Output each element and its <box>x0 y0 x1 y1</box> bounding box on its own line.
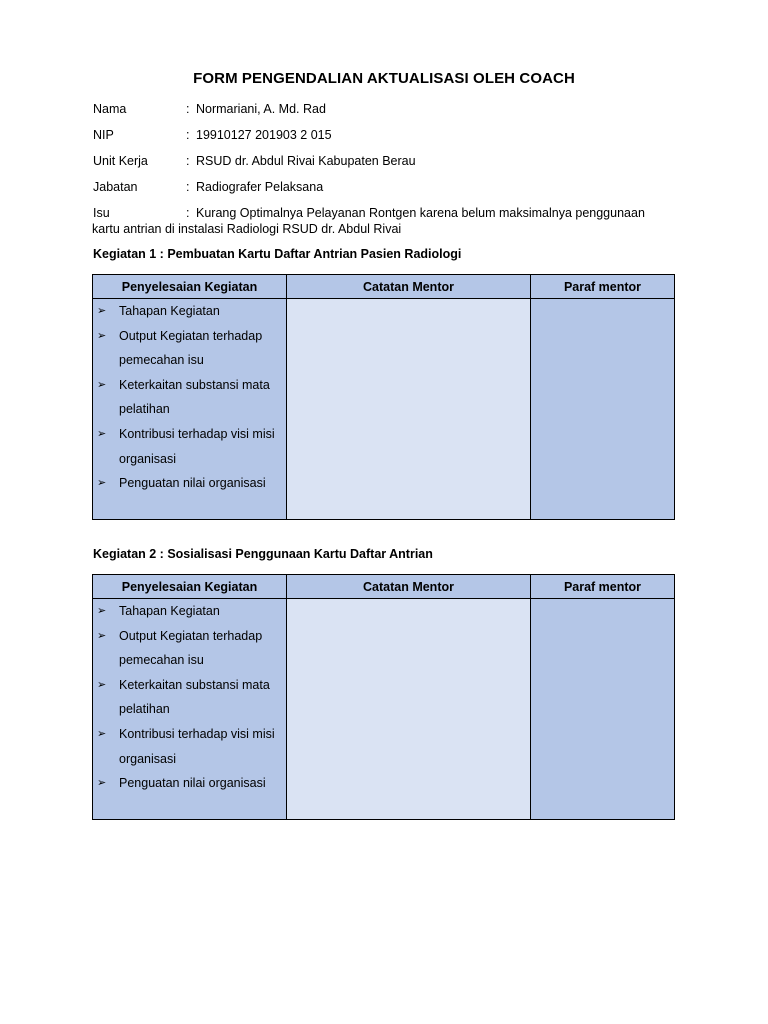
list-item <box>97 324 286 373</box>
arrow-bullet-icon: ➢ <box>97 727 107 740</box>
column-header: Penyelesaian Kegiatan <box>93 275 287 299</box>
paraf-mentor-cell[interactable] <box>531 599 675 820</box>
column-header: Catatan Mentor <box>287 575 531 599</box>
list-item-text: Kontribusi terhadap visi misi organisasi <box>119 426 275 466</box>
field-colon: : <box>186 206 190 220</box>
arrow-bullet-icon: ➢ <box>97 777 107 790</box>
field-colon: : <box>186 128 190 142</box>
field-label: Nama <box>93 102 127 116</box>
field-colon: : <box>186 102 190 116</box>
form-title: FORM PENGENDALIAN AKTUALISASI OLEH COACH <box>193 70 575 87</box>
arrow-bullet-icon: ➢ <box>97 427 107 440</box>
list-item <box>97 422 286 471</box>
column-header: Catatan Mentor <box>287 275 531 299</box>
checklist <box>93 299 286 496</box>
field-colon: : <box>186 154 190 168</box>
table-header-row <box>93 575 675 599</box>
catatan-mentor-cell[interactable] <box>287 299 531 520</box>
column-header: Paraf mentor <box>531 575 675 599</box>
list-item <box>97 299 286 324</box>
field-value: Normariani, A. Md. Rad <box>196 102 326 116</box>
column-header: Paraf mentor <box>531 275 675 299</box>
list-item <box>97 599 286 624</box>
list-item-text: Output Kegiatan terhadap pemecahan isu <box>119 628 263 668</box>
arrow-bullet-icon: ➢ <box>97 305 107 317</box>
arrow-bullet-icon: ➢ <box>97 605 107 617</box>
arrow-bullet-icon: ➢ <box>97 678 107 691</box>
list-item-text: Output Kegiatan terhadap pemecahan isu <box>119 328 263 368</box>
activity-table <box>92 574 675 820</box>
paraf-mentor-cell[interactable] <box>531 299 675 520</box>
list-item <box>97 722 286 771</box>
arrow-bullet-icon: ➢ <box>97 378 107 391</box>
list-item-text: Penguatan nilai organisasi <box>119 776 266 791</box>
field-label: Jabatan <box>93 180 138 194</box>
field-colon: : <box>186 180 190 194</box>
field-label: Isu <box>93 206 110 220</box>
field-value: Kurang Optimalnya Pelayanan Rontgen karena belum maksimalnya penggunaan <box>196 206 645 220</box>
activity-heading: Kegiatan 2 : Sosialisasi Penggunaan Kartu Daftar Antrian <box>93 547 433 561</box>
field-label: NIP <box>93 128 114 142</box>
list-item <box>97 771 286 796</box>
column-header: Penyelesaian Kegiatan <box>93 575 287 599</box>
list-item-text: Tahapan Kegiatan <box>119 604 220 618</box>
list-item-text: Penguatan nilai organisasi <box>119 476 266 491</box>
field-value: RSUD dr. Abdul Rivai Kabupaten Berau <box>196 154 416 168</box>
list-item <box>97 624 286 673</box>
list-item <box>97 471 286 496</box>
list-item-text: Keterkaitan substansi mata pelatihan <box>119 377 270 417</box>
list-item-text: Tahapan Kegiatan <box>119 304 220 318</box>
penyelesaian-cell <box>93 599 287 820</box>
field-value-continuation: kartu antrian di instalasi Radiologi RSUD dr. Abdul Rivai <box>92 222 402 236</box>
table-header-row <box>93 275 675 299</box>
activity-table <box>92 274 675 520</box>
field-value: 19910127 201903 2 015 <box>196 128 332 142</box>
list-item-text: Kontribusi terhadap visi misi organisasi <box>119 726 275 766</box>
list-item <box>97 673 286 722</box>
activity-heading: Kegiatan 1 : Pembuatan Kartu Daftar Antrian Pasien Radiologi <box>93 247 462 261</box>
table-row <box>93 299 675 520</box>
checklist <box>93 599 286 796</box>
arrow-bullet-icon: ➢ <box>97 477 107 490</box>
table-row <box>93 599 675 820</box>
penyelesaian-cell <box>93 299 287 520</box>
list-item-text: Keterkaitan substansi mata pelatihan <box>119 677 270 717</box>
field-value: Radiografer Pelaksana <box>196 180 324 194</box>
catatan-mentor-cell[interactable] <box>287 599 531 820</box>
arrow-bullet-icon: ➢ <box>97 329 107 342</box>
list-item <box>97 373 286 422</box>
arrow-bullet-icon: ➢ <box>97 629 107 642</box>
field-label: Unit Kerja <box>93 154 148 168</box>
